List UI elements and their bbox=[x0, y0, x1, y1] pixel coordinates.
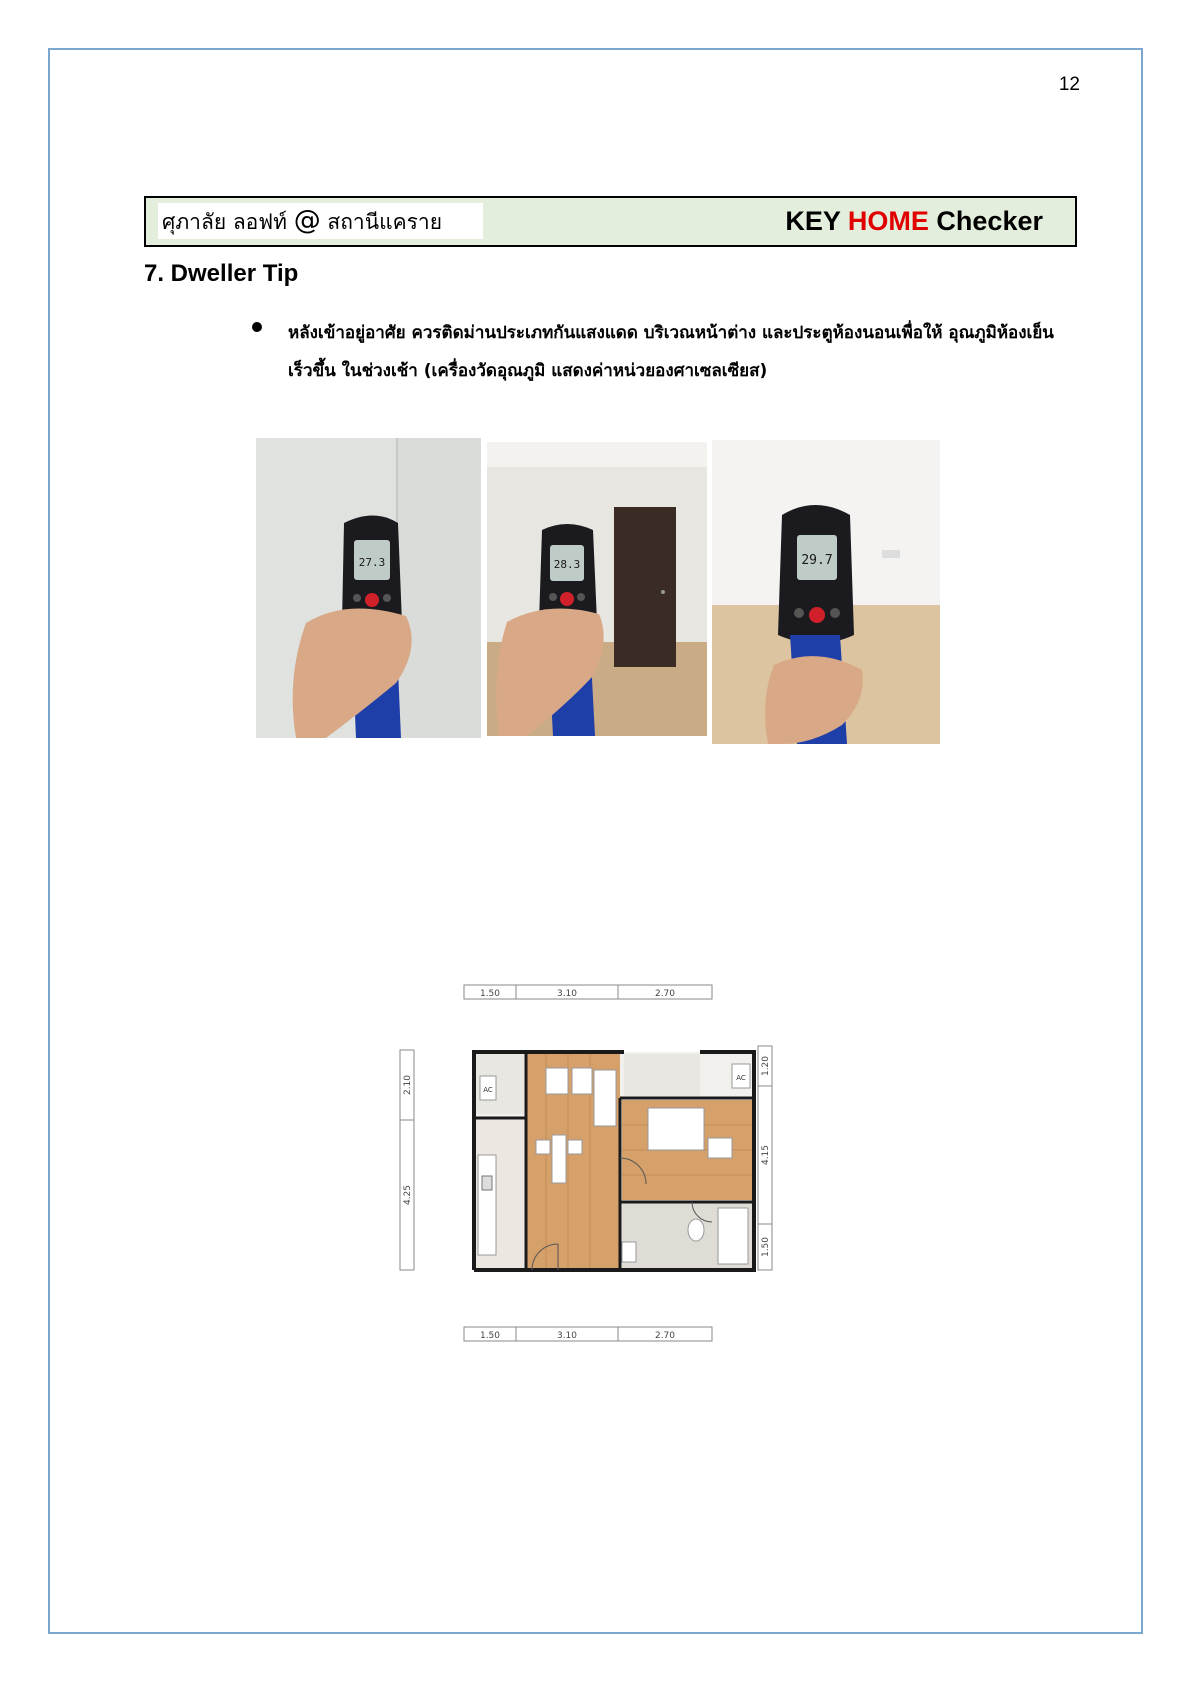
brand-key: KEY bbox=[785, 206, 841, 236]
tip-text: หลังเข้าอยู่อาศัย ควรติดม่านประเภทกันแสงแดด บริเวณหน้าต่าง และประตูห้องนอนเพื่อให้ อุณภูมิห้องเย็น เร็วขึ้น ในช่วงเช้า (เครื่องวัดอุณภูมิ แสดงค่าหน่วยองศาเซลเซียส) bbox=[288, 323, 1054, 381]
top-dim-2: 3.10 bbox=[556, 989, 578, 999]
temperature-reading-1: 27.3 bbox=[358, 556, 386, 569]
bottom-dim-1: 1.50 bbox=[479, 1331, 501, 1341]
floor-plan bbox=[396, 980, 776, 1350]
temperature-reading-2: 28.3 bbox=[553, 558, 581, 571]
thermometer-photo-2 bbox=[487, 442, 707, 736]
project-name-text: ศุภาลัย ลอฟท์ bbox=[162, 210, 288, 234]
section-title: 7. Dweller Tip bbox=[144, 260, 299, 287]
thermometer-photo-3 bbox=[712, 440, 940, 744]
thermometer-photo-1 bbox=[256, 438, 481, 738]
bullet-icon bbox=[252, 322, 262, 332]
project-name bbox=[158, 203, 483, 239]
brand-checker: Checker bbox=[936, 206, 1043, 236]
header-bar bbox=[144, 196, 1077, 247]
right-dim-3: 1.50 bbox=[761, 1236, 771, 1258]
project-location: สถานีแคราย bbox=[327, 210, 443, 234]
temperature-reading-3: 29.7 bbox=[801, 553, 833, 568]
bottom-dim-2: 3.10 bbox=[556, 1331, 578, 1341]
project-at-symbol: @ bbox=[293, 205, 321, 236]
right-dim-2: 4.15 bbox=[761, 1144, 771, 1166]
page-number: 12 bbox=[1058, 74, 1080, 95]
top-dim-1: 1.50 bbox=[479, 989, 501, 999]
ac-label-2: AC bbox=[736, 1074, 746, 1082]
ac-label-1: AC bbox=[483, 1086, 493, 1094]
bottom-dim-3: 2.70 bbox=[654, 1331, 676, 1341]
top-dim-3: 2.70 bbox=[654, 989, 676, 999]
left-dim-1: 2.10 bbox=[403, 1074, 413, 1096]
right-dim-1: 1.20 bbox=[761, 1055, 771, 1077]
left-dim-2: 4.25 bbox=[403, 1184, 413, 1206]
brand-home: HOME bbox=[847, 206, 929, 236]
brand-title bbox=[785, 206, 1043, 237]
